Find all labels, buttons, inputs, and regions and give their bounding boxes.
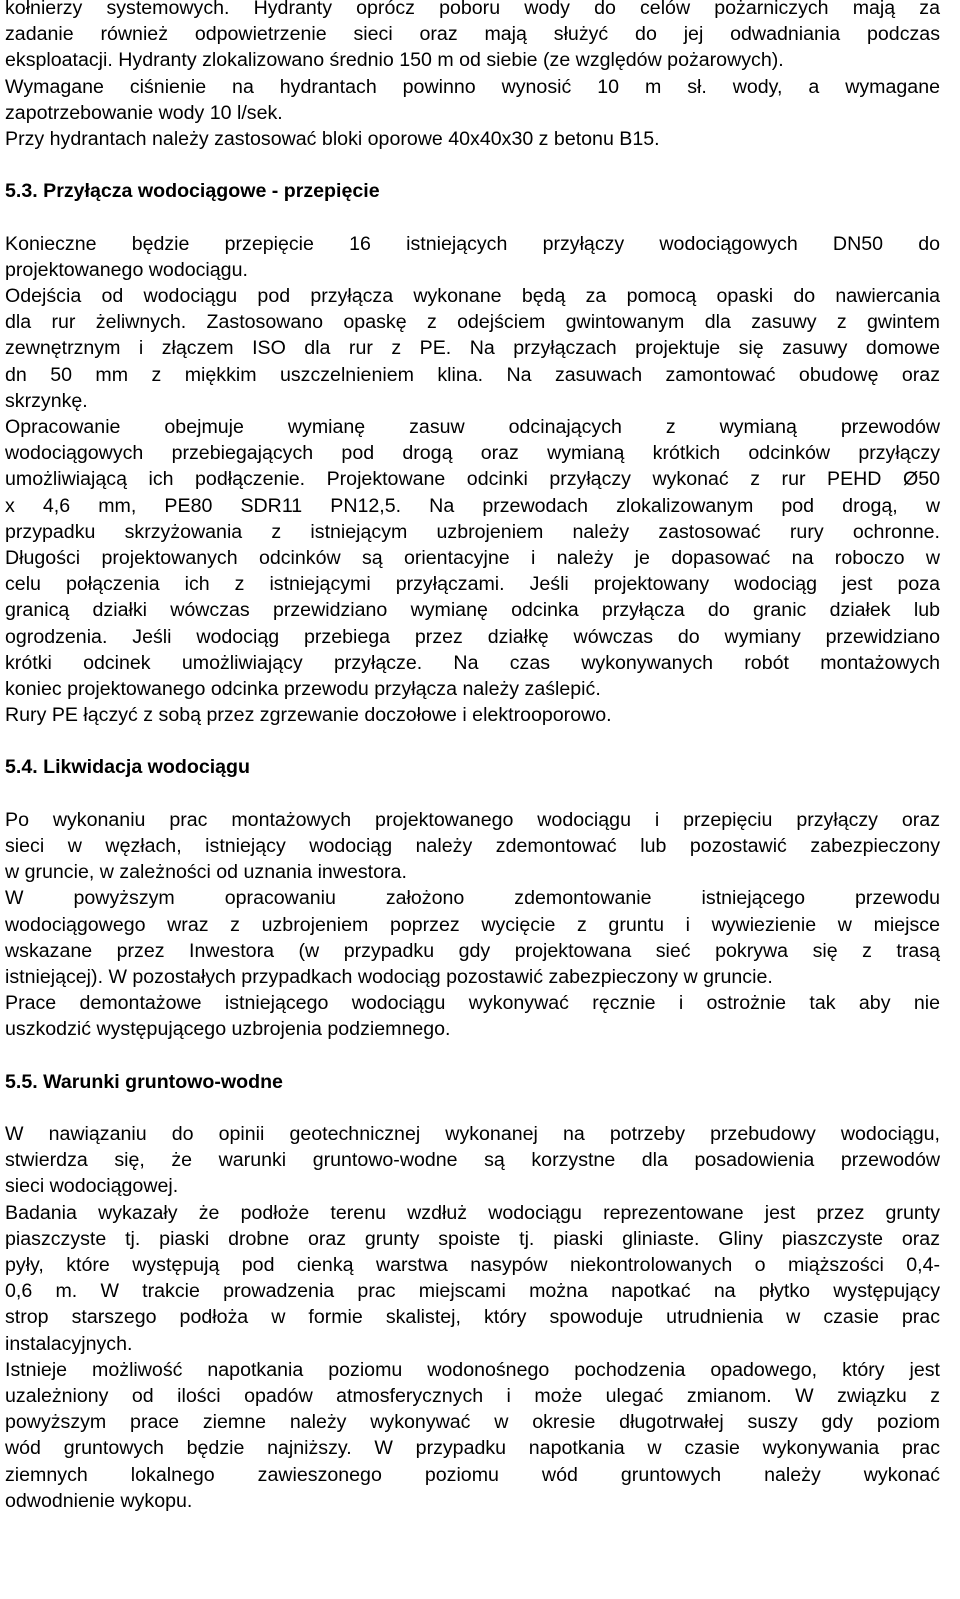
text-line: dn 50 mm z miękkim uszczelnieniem klina. Na zasuwach zamontować obudowę oraz bbox=[5, 363, 940, 386]
text-line: Wymagane ciśnienie na hydrantach powinno wynosić 10 m sł. wody, a wymagane bbox=[5, 75, 940, 98]
text-line: ziemnych lokalnego zawieszonego poziomu wód gruntowych należy wykonać bbox=[5, 1463, 940, 1486]
text-line: dla rur żeliwnych. Zastosowano opaskę z odejściem gwintowanym dla zasuwy z gwintem bbox=[5, 311, 940, 334]
text-line: istniejącej). W pozostałych przypadkach wodociąg pozostawić zabezpieczony w gruncie. bbox=[5, 965, 773, 988]
section-heading: 5.4. Likwidacja wodociągu bbox=[5, 756, 250, 779]
text-line: koniec projektowanego odcinka przewodu przyłącza należy zaślepić. bbox=[5, 677, 601, 700]
spacer bbox=[5, 781, 940, 807]
text-line: uzależniony od ilości opadów atmosferycznych i może ulegać zmianom. W związku z bbox=[5, 1384, 940, 1407]
text-line: wskazane przez Inwestora (w przypadku gdy projektowana sieć pokrywa się z trasą bbox=[5, 939, 940, 962]
text-line: ogrodzenia. Jeśli wodociąg przebiega przez działkę wówczas do wymiany przewidziano bbox=[5, 625, 940, 648]
text-line: w gruncie, w zależności od uznania inwestora. bbox=[5, 861, 407, 884]
text-line: Prace demontażowe istniejącego wodociągu wykonywać ręcznie i ostrożnie tak aby nie bbox=[5, 992, 940, 1015]
text-line: sieci wodociągowej. bbox=[5, 1175, 179, 1198]
text-line: powyższym prace ziemne należy wykonywać w okresie długotrwałej suszy gdy poziom bbox=[5, 1411, 940, 1434]
text-line: krótki odcinek umożliwiający przyłącze. Na czas wykonywanych robót montażowych bbox=[5, 651, 940, 674]
spacer bbox=[5, 205, 940, 231]
text-line: uszkodzić występującego uzbrojenia podziemnego. bbox=[5, 1018, 451, 1041]
text-line: projektowanego wodociągu. bbox=[5, 258, 248, 281]
text-line: Konieczne będzie przepięcie 16 istniejących przyłączy wodociągowych DN50 do bbox=[5, 232, 940, 255]
text-line: zadanie również odpowietrzenie sieci oraz mają służyć do jej odwadniania podczas bbox=[5, 23, 940, 46]
text-line: Opracowanie obejmuje wymianę zasuw odcinających z wymianą przewodów bbox=[5, 416, 940, 438]
text-line: Przy hydrantach należy zastosować bloki oporowe 40x40x30 z betonu B15. bbox=[5, 127, 660, 150]
section-heading: 5.5. Warunki gruntowo-wodne bbox=[5, 1070, 283, 1093]
spacer bbox=[5, 1095, 940, 1121]
text-line: W powyższym opracowaniu założono zdemontowanie istniejącego przewodu bbox=[5, 887, 940, 910]
text-line: Badania wykazały że podłoże terenu wzdłuż wodociągu reprezentowane jest przez grunty bbox=[5, 1201, 940, 1224]
text-line: Po wykonaniu prac montażowych projektowanego wodociągu i przepięciu przyłączy oraz bbox=[5, 808, 940, 831]
section-intro bbox=[5, 0, 940, 152]
text-line: 0,6 m. W trakcie prowadzenia prac miejscami można napotkać na płytko występujący bbox=[5, 1280, 940, 1303]
section-5-3 bbox=[5, 178, 940, 728]
text-line: stwierdza się, że warunki gruntowo-wodne są korzystne dla posadowienia przewodów bbox=[5, 1149, 940, 1172]
text-line: umożliwiającą ich podłączenie. Projektowane odcinki przyłączy wykonać z rur PEHD Ø50 bbox=[5, 468, 940, 491]
spacer bbox=[5, 728, 940, 754]
text-line: instalacyjnych. bbox=[5, 1332, 133, 1355]
text-line: strop starszego podłoża w formie skalistej, który spowoduje utrudnienia w czasie prac bbox=[5, 1306, 940, 1329]
text-line: kołnierzy systemowych. Hydranty oprócz poboru wody do celów pożarniczych mają za bbox=[5, 0, 940, 19]
text-line: sieci w węzłach, istniejący wodociąg należy zdemontować lub pozostawić zabezpieczony bbox=[5, 835, 940, 857]
text-line: celu połączenia ich z istniejącymi przyłączami. Jeśli projektowany wodociąg jest poza bbox=[5, 573, 940, 596]
text-line: przypadku skrzyżowania z istniejącym uzbrojeniem należy zastosować rury ochronne. bbox=[5, 520, 940, 543]
document-page bbox=[5, 0, 940, 1514]
text-line: granicą działki wówczas przewidziano wymianę odcinka przyłącza do granic działek lub bbox=[5, 599, 940, 622]
text-line: x 4,6 mm, PE80 SDR11 PN12,5. Na przewodach zlokalizowanym pod drogą, w bbox=[5, 494, 940, 517]
text-line: eksploatacji. Hydranty zlokalizowano średnio 150 m od siebie (ze względów pożarowych). bbox=[5, 49, 784, 72]
text-line: Rury PE łączyć z sobą przez zgrzewanie doczołowe i elektrooporowo. bbox=[5, 704, 612, 727]
section-5-4 bbox=[5, 754, 940, 1042]
text-line: odwodnienie wykopu. bbox=[5, 1489, 193, 1512]
text-line: Długości projektowanych odcinków są orientacyjne i należy je dopasować na roboczo w bbox=[5, 546, 940, 569]
spacer bbox=[5, 152, 940, 178]
text-line: piaszczyste tj. piaski drobne oraz grunty spoiste tj. piaski gliniaste. Gliny piaszczyste oraz bbox=[5, 1227, 940, 1250]
text-line: wód gruntowych będzie najniższy. W przypadku napotkania w czasie wykonywania prac bbox=[5, 1437, 940, 1460]
text-line: wodociągowych przebiegających pod drogą oraz wymianą krótkich odcinków przyłączy bbox=[5, 442, 940, 465]
text-line: Odejścia od wodociągu pod przyłącza wykonane będą za pomocą opaski do nawiercania bbox=[5, 285, 940, 308]
text-line: zapotrzebowanie wody 10 l/sek. bbox=[5, 101, 283, 124]
section-heading: 5.3. Przyłącza wodociągowe - przepięcie bbox=[5, 180, 380, 203]
text-line: skrzynkę. bbox=[5, 389, 88, 412]
text-line: wodociągowego wraz z uzbrojeniem poprzez wycięcie z gruntu i wywiezienie w miejsce bbox=[5, 913, 940, 936]
section-5-5 bbox=[5, 1069, 940, 1514]
text-line: W nawiązaniu do opinii geotechnicznej wykonanej na potrzeby przebudowy wodociągu, bbox=[5, 1123, 940, 1146]
text-line: Istnieje możliwość napotkania poziomu wodonośnego pochodzenia opadowego, który jest bbox=[5, 1358, 940, 1381]
text-line: pyły, które występują pod cienką warstwa nasypów niekontrolowanych o miąższości 0,4- bbox=[5, 1254, 940, 1276]
spacer bbox=[5, 1043, 940, 1069]
text-line: zewnętrznym i złączem ISO dla rur z PE. Na przyłączach projektuje się zasuwy domowe bbox=[5, 337, 940, 360]
